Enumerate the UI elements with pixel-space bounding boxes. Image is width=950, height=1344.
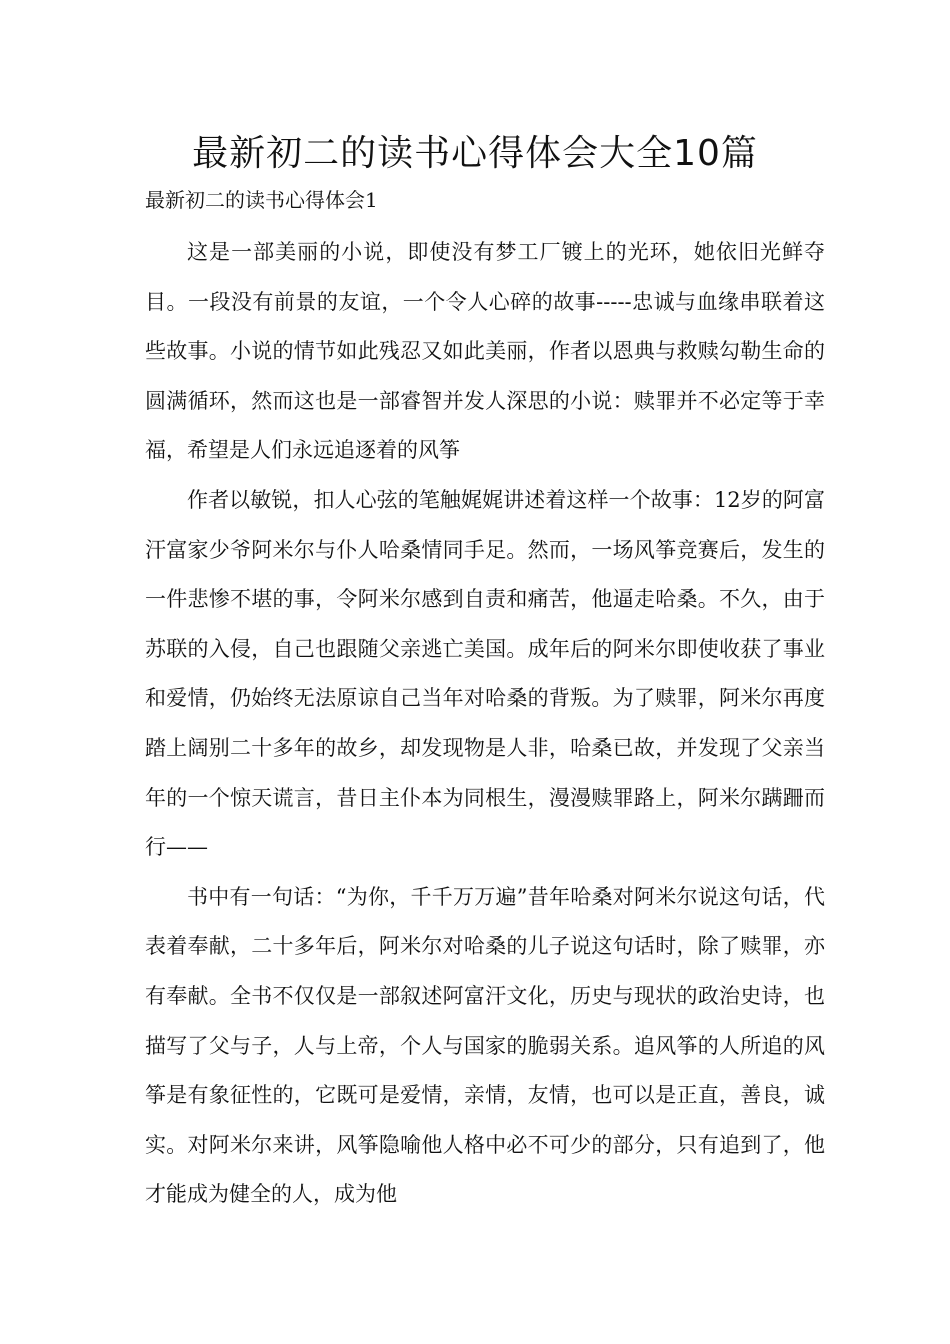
paragraph: 这是一部美丽的小说，即使没有梦工厂镀上的光环，她依旧光鲜夺目。一段没有前景的友谊，一个令人心碎的故事-----忠诚与血缘串联着这些故事。小说的情节如此残忍又如此美丽，作者以恩典与救赎勾勒生命的圆满循环，然而这也是一部睿智并发人深思的小说：赎罪并不必定等于幸福，希望是人们永远追逐着的风筝 bbox=[145, 240, 825, 463]
document-title: 最新初二的读书心得体会大全10篇 bbox=[192, 133, 758, 174]
paragraph: 书中有一句话：“为你，千千万万遍”昔年哈桑对阿米尔说这句话，代表着奉献，二十多年后，阿米尔对哈桑的儿子说这句话时，除了赎罪，亦有奉献。全书不仅仅是一部叙述阿富汗文化，历史与现状的政治史诗，也描写了父与子，人与上帝，个人与国家的脆弱关系。追风筝的人所追的风筝是有象征性的，它既可是爱情，亲情，友情，也可以是正直，善良，诚实。对阿米尔来讲，风筝隐喻他人格中必不可少的部分，只有追到了，他才能成为健全的人，成为他 bbox=[145, 884, 825, 1207]
section-heading: 最新初二的读书心得体会1 bbox=[145, 188, 378, 212]
document-body bbox=[145, 228, 825, 1220]
paragraph: 作者以敏锐，扣人心弦的笔触娓娓讲述着这样一个故事：12岁的阿富汗富家少爷阿米尔与仆人哈桑情同手足。然而，一场风筝竞赛后，发生的一件悲惨不堪的事，令阿米尔感到自责和痛苦，他逼走哈桑。不久，由于苏联的入侵，自己也跟随父亲逃亡美国。成年后的阿米尔即使收获了事业和爱情，仍始终无法原谅自己当年对哈桑的背叛。为了赎罪，阿米尔再度踏上阔别二十多年的故乡，却发现物是人非，哈桑已故，并发现了父亲当年的一个惊天谎言，昔日主仆本为同根生，漫漫赎罪路上，阿米尔蹒跚而行—— bbox=[145, 487, 825, 860]
